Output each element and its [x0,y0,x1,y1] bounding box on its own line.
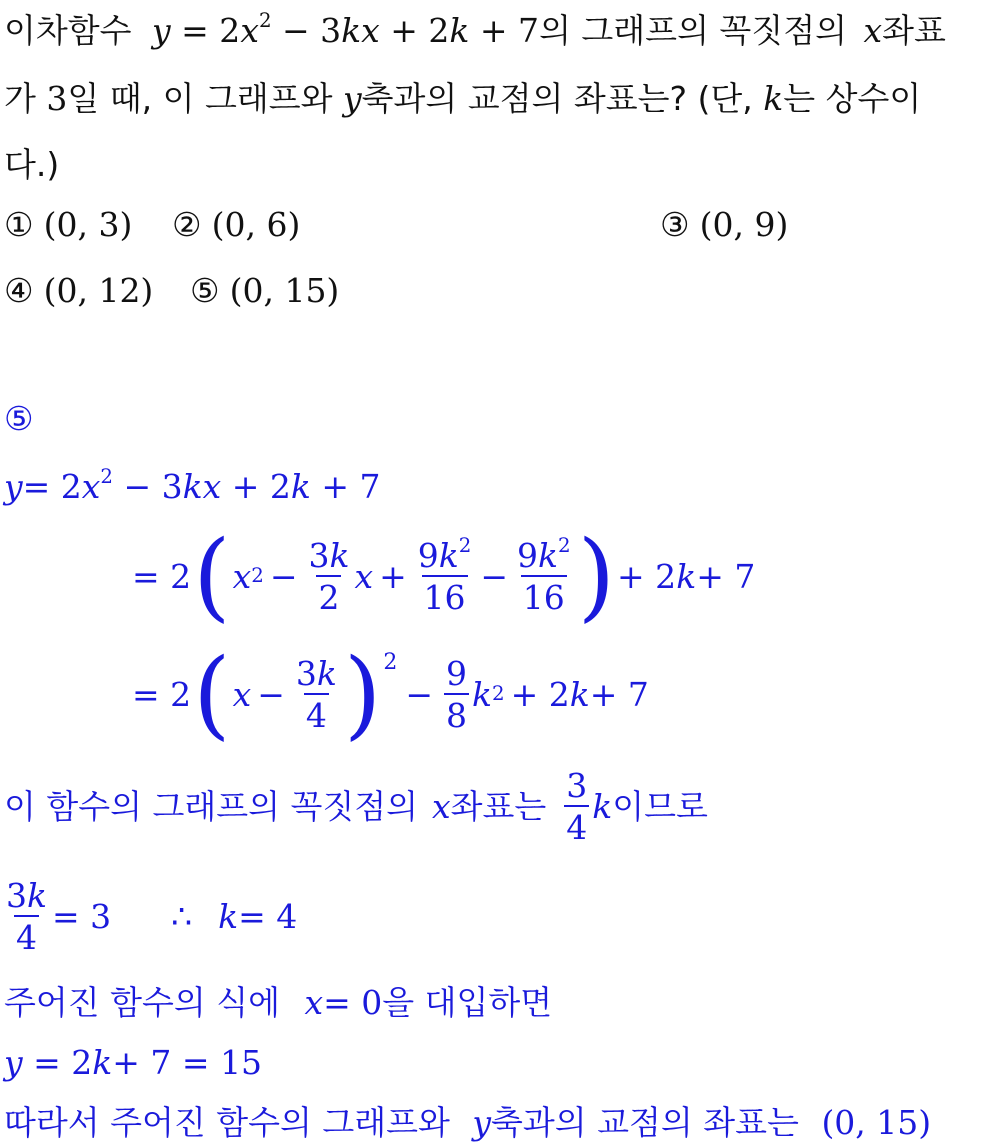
choice-1[interactable] [4,205,133,244]
solution-text: 을 대입하면 [382,983,553,1022]
var-y: y [4,467,23,506]
left-paren: ( [193,638,231,750]
exponent: 2 [258,9,272,33]
question-text: 일 때, 이 그래프와 [67,79,333,118]
math-token: 8 [444,693,469,732]
answer-number: ⑤ [4,399,34,438]
math-token: = 3 [52,896,112,936]
solution-eq-2: = 2 ( x 2 − $\frac{3k}{2}$ x + $\frac{9k^2}{16}$ − $\frac{9k^2}{16}$ ) + 2 k + 7 [132,520,756,632]
solution-eq-4 [4,874,297,958]
math-token: 3 [46,79,68,118]
fraction-3k-over-2 [306,535,351,617]
math-token: + 7 = 15 [112,1043,263,1082]
math-token: + [379,556,407,596]
math-token: = 4 [238,896,298,936]
var-kx: kx [341,11,380,50]
exponent: 2 [100,465,114,489]
final-answer: (0, 15) [821,1103,932,1142]
solution-text-1 [4,764,708,848]
fraction-9-over-8 [444,653,469,735]
math-token: = 2 [22,467,82,506]
solution-text: 좌표는 [450,786,547,826]
math-token: − 3 [123,467,183,506]
fraction-9k2-over-16 [416,533,474,617]
var-k: k [329,535,350,575]
question-line-2 [4,79,922,118]
solution-eq-3: = 2 ( x − $\frac{3k}{4}$ ) 2 − $\frac{9}{8}$ k 2 + 2 k + 7 [132,638,649,750]
left-paren: ( [193,520,231,632]
math-token: 3 [566,765,588,805]
exponent: 2 [383,650,398,675]
var-x: x [354,556,374,596]
choice-value: (0, 3) [43,205,133,244]
exponent: 2 [458,533,472,557]
math-token: 4 [304,693,329,732]
math-token: − [480,556,508,596]
var-k: k [438,535,459,575]
question-text: 이차함수 [4,11,132,50]
var-y: y [4,1043,23,1082]
var-x: x [304,983,324,1022]
solution-eq-1 [4,465,381,506]
solution-eq-5 [4,1043,263,1082]
choice-number: ② [172,205,202,244]
math-token: = 2 [33,1043,93,1082]
math-token: 9 [445,653,467,693]
choice-number: ① [4,205,34,244]
var-x: x [81,467,101,506]
choice-number: ④ [4,271,34,310]
var-k: k [316,653,337,693]
math-token: + 2 [390,11,450,50]
math-token: 4 [14,915,39,954]
therefore-symbol: ∴ [171,896,193,936]
choice-5[interactable] [190,271,340,310]
math-token: = 2 [132,556,192,596]
choice-value: (0, 12) [43,271,154,310]
right-paren: ) [577,520,616,632]
math-token: 3 [295,653,317,693]
question-text: 축과의 교점의 좌표는? (단, [361,79,753,118]
math-token: + 7 [696,556,756,596]
var-k: k [676,556,697,596]
solution-text-3 [4,1103,932,1142]
choice-value: (0, 6) [211,205,301,244]
var-x: x [240,11,259,50]
right-paren: ) [343,638,382,750]
math-token: = 0 [323,983,383,1022]
var-k: k [449,11,470,50]
var-k: k [27,875,47,915]
choice-number: ⑤ [190,271,220,310]
var-y: y [472,1103,492,1142]
question-text: 의 그래프의 꼭짓점의 [539,11,847,50]
math-token: + 7 [321,467,381,506]
math-token: − [269,556,298,596]
question-line-3 [4,145,60,184]
math-token: + 7 [589,674,649,714]
math-token: 9 [417,535,439,575]
var-k: k [592,786,613,826]
solution-text-2 [4,983,553,1022]
var-x: x [232,556,252,596]
solution-text: 이 함수의 그래프의 꼭짓점의 [4,786,419,826]
math-token: = 2 [181,11,241,50]
var-k: k [569,674,590,714]
choice-value: (0, 9) [699,205,789,244]
solution-text: 따라서 주어진 함수의 그래프와 [4,1103,450,1142]
choice-3[interactable] [660,205,789,244]
question-text: 는 상수이 [783,79,922,118]
var-k: k [538,535,558,575]
math-token: + 2 [617,556,677,596]
question-text: 다.) [4,145,60,184]
math-token: 3 [308,535,330,575]
solution-text: 이므로 [612,786,708,826]
question-text: 좌표 [882,11,946,50]
var-kx: kx [182,467,222,506]
math-token: = 2 [132,674,192,714]
question-text: 가 [4,79,36,118]
var-k: k [763,79,784,118]
math-token: + 7 [479,11,540,50]
var-y: y [343,79,362,118]
var-x: x [232,674,252,714]
math-token: − [257,674,285,714]
question-line-1 [4,9,946,50]
var-k: k [218,896,239,936]
choice-number: ③ [660,205,690,244]
math-token: 4 [564,805,589,844]
fraction-3-over-4 [564,765,589,847]
var-k: k [92,1043,113,1082]
math-token: 16 [422,575,468,614]
choice-2[interactable] [172,205,301,244]
math-token: − [405,674,433,714]
exponent: 2 [558,533,571,557]
math-token: + 2 [510,674,570,714]
answer-mark [4,399,34,438]
solution-text: 주어진 함수의 식에 [4,983,281,1022]
math-token: + 2 [231,467,291,506]
math-token: 2 [316,575,341,614]
var-k: k [290,467,311,506]
var-y: y [152,11,171,50]
var-x: x [863,11,883,50]
choice-value: (0, 15) [229,271,340,310]
fraction-3k-over-4 [4,875,49,957]
solution-text: 축과의 교점의 좌표는 [491,1103,799,1142]
fraction-3k-over-4 [294,653,339,735]
math-token: 9 [517,535,538,575]
math-token: 16 [521,575,567,614]
var-x: x [432,786,451,826]
math-token: 3 [6,875,27,915]
fraction-9k2-over-16 [515,533,573,617]
var-k: k [471,674,492,714]
choice-4[interactable] [4,271,154,310]
math-token: − 3 [282,11,342,50]
